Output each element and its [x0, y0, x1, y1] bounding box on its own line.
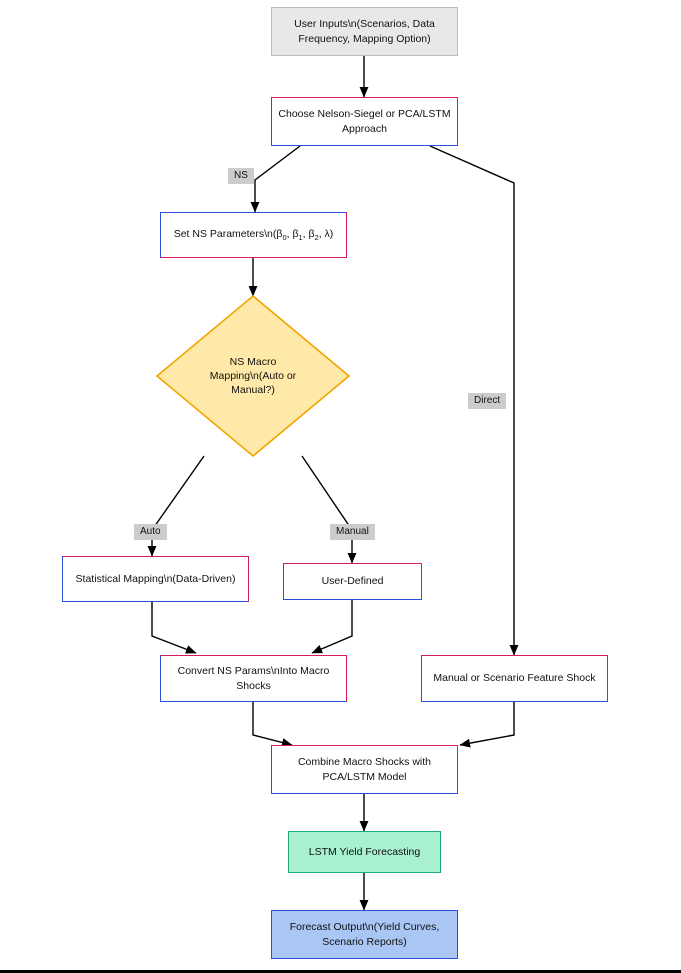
node-user-inputs-label: User Inputs\n(Scenarios, Data Frequency, Mapping Option)	[294, 18, 435, 45]
node-choose-approach[interactable]	[271, 97, 458, 146]
node-lstm-yield-forecasting[interactable]	[288, 831, 441, 873]
node-forecast-output-label: Forecast Output\n(Yield Curves, Scenario Reports)	[289, 921, 440, 948]
edge-userdefined-to-convert	[312, 600, 352, 653]
edge-statistical-to-convert	[152, 602, 196, 653]
node-user-defined-label: User-Defined	[321, 575, 384, 588]
edge-label-manual: Manual	[330, 524, 375, 540]
edge-label-direct: Direct	[468, 393, 506, 409]
edge-label-auto: Auto	[134, 524, 167, 540]
node-convert-ns-params-label: Convert NS Params\nInto Macro Shocks	[177, 665, 330, 692]
edge-manualscenario-to-combine	[460, 702, 514, 745]
node-choose-approach-label: Choose Nelson-Siegel or PCA/LSTM Approach	[278, 108, 451, 135]
edge-mapping-to-statistical	[152, 456, 204, 556]
node-set-ns-parameters-label: Set NS $Parameters\backslash n(\beta_0$, $\beta_1$, $\beta_2$, λ)	[173, 227, 334, 242]
edge-label-ns: NS	[228, 168, 254, 184]
edge-mapping-to-userdefined	[302, 456, 352, 563]
edge-convert-to-combine	[253, 702, 292, 745]
node-ns-macro-mapping-label: NS Macro Mapping\n(Auto or Manual?)	[209, 355, 297, 397]
node-forecast-output[interactable]	[271, 910, 458, 959]
node-statistical-mapping[interactable]	[62, 556, 249, 602]
node-manual-or-scenario-shock-label: Manual or Scenario Feature Shock	[433, 672, 596, 685]
node-set-ns-parameters[interactable]	[160, 212, 347, 258]
node-ns-macro-mapping[interactable]	[157, 296, 349, 456]
edge-choose-to-ns-params	[255, 146, 300, 212]
node-user-inputs[interactable]	[271, 7, 458, 56]
node-statistical-mapping-label: Statistical Mapping\n(Data-Driven)	[75, 572, 236, 585]
node-lstm-yield-forecasting-label: LSTM Yield Forecasting	[308, 845, 421, 858]
node-convert-ns-params[interactable]	[160, 655, 347, 702]
node-combine-macro-shocks[interactable]	[271, 745, 458, 794]
node-user-defined[interactable]	[283, 563, 422, 600]
node-combine-macro-shocks-label: Combine Macro Shocks with PCA/LSTM Model	[297, 756, 432, 783]
node-manual-or-scenario-shock[interactable]	[421, 655, 608, 702]
